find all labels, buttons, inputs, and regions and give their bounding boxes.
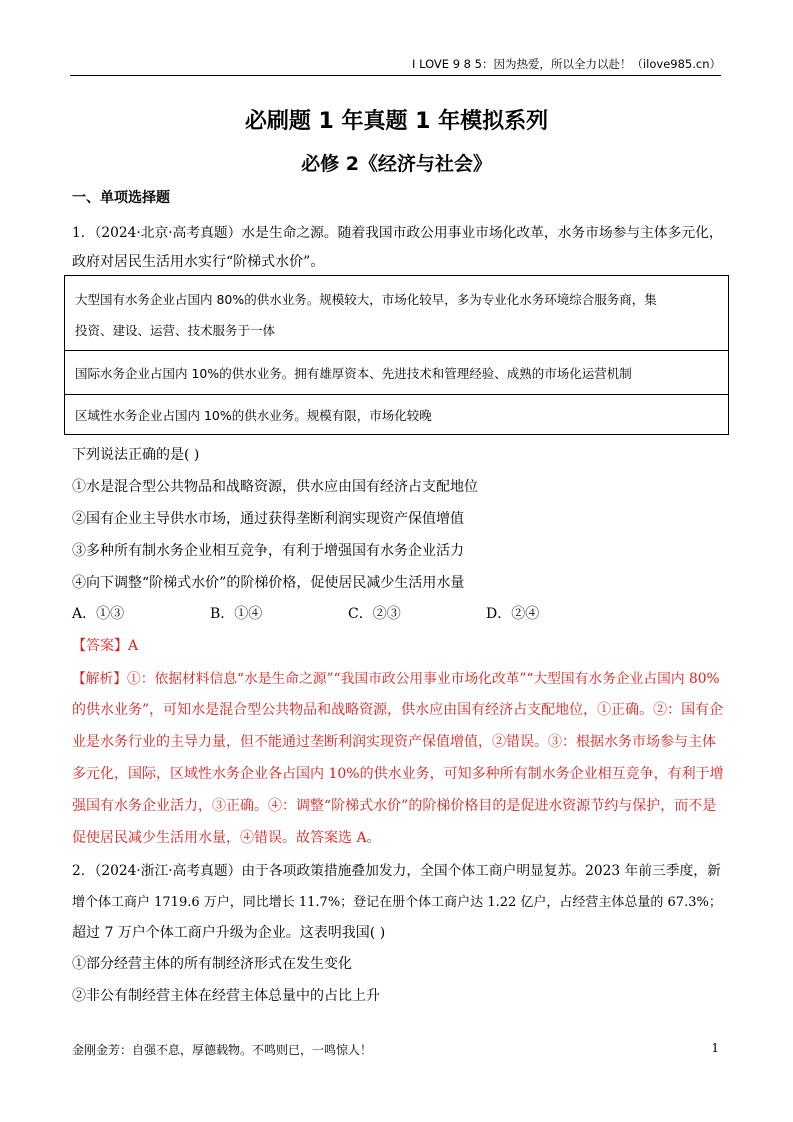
table-cell-text: 投资、建设、运营、技术服务于一体 — [75, 323, 276, 338]
q1-prompt: 下列说法正确的是( ) — [72, 447, 200, 463]
q2-stem-line: 超过 7 万户个体工商户升级为企业。这表明我国( ) — [72, 925, 386, 941]
option-b: B．①④ — [210, 606, 263, 622]
document-title: 必刷题 1 年真题 1 年模拟系列 — [244, 109, 549, 134]
q2-statement: ②非公有制经营主体在经营主体总量中的占比上升 — [72, 988, 380, 1004]
page-number: 1 — [711, 1041, 719, 1055]
q1-stem-line: 1．（2024·北京·高考真题）水是生命之源。随着我国市政公用事业市场化改革，水务市场参与主体多元化， — [72, 225, 723, 241]
q1-analysis-line: 强国有水务企业活力，③正确。④：调整“阶梯式水价”的阶梯价格目的是促进水资源节约与保护，而不是 — [72, 798, 717, 814]
table-row — [65, 350, 728, 394]
q1-analysis-line: 【解析】①：依据材料信息“水是生命之源”“我国市政公用事业市场化改革”“大型国有水务企业占国内 80% — [72, 671, 720, 687]
option-c: C．②③ — [348, 606, 401, 622]
q1-statement: ④向下调整“阶梯式水价”的阶梯价格，促使居民减少生活用水量 — [72, 575, 465, 591]
q1-stem-line: 政府对居民生活用水实行“阶梯式水价”。 — [72, 254, 325, 270]
section-heading: 一、单项选择题 — [72, 190, 170, 206]
q2-statement: ①部分经营主体的所有制经济形式在发生变化 — [72, 956, 352, 972]
table-cell-text: 国际水务企业占国内 10%的供水业务。拥有雄厚资本、先进技术和管理经验、成熟的市场化运营机制 — [75, 366, 632, 381]
table-row — [65, 394, 728, 436]
header-rule — [70, 75, 721, 76]
table-cell-text: 区域性水务企业占国内 10%的供水业务。规模有限，市场化较晚 — [75, 408, 432, 423]
page-header: I LOVE 9 8 5：因为热爱，所以全力以赴！（ilove985.cn） — [412, 57, 721, 71]
q1-analysis-line: 促使居民减少生活用水量，④错误。故答案选 A。 — [72, 830, 381, 846]
q1-statement: ②国有企业主导供水市场，通过获得垄断利润实现资产保值增值 — [72, 511, 464, 527]
q1-material-table — [64, 275, 729, 435]
q1-statement: ①水是混合型公共物品和战略资源，供水应由国有经济占支配地位 — [72, 479, 478, 495]
table-cell-text: 大型国有水务企业占国内 80%的供水业务。规模较大，市场化较早，多为专业化水务环境综合服务商，集 — [75, 292, 657, 307]
q2-stem-line: 增个体工商户 1719.6 万户，同比增长 11.7%；登记在册个体工商户达 1.22 亿户，占经营主体总量的 67.3%； — [72, 895, 722, 910]
q1-statement: ③多种所有制水务企业相互竞争，有利于增强国有水务企业活力 — [72, 543, 464, 559]
document-subtitle: 必修 2《经济与社会》 — [301, 153, 492, 175]
page-footer: 金刚金芳：自强不息，厚德载物。不鸣则已，一鸣惊人！ — [72, 1043, 373, 1057]
q1-answer: 【答案】A — [72, 638, 139, 654]
q1-analysis-line: 多元化，国际，区域性水务企业各占国内 10%的供水业务，可知多种所有制水务企业相互竞争，有利于增 — [72, 766, 724, 782]
table-row — [65, 276, 728, 350]
option-d: D．②④ — [486, 606, 540, 622]
q2-stem-line: 2．（2024·浙江·高考真题）由于各项政策措施叠加发力，全国个体工商户明显复苏。2023 年前三季度，新 — [72, 863, 721, 879]
q1-analysis-line: 业是水务行业的主导力量，但不能通过垄断利润实现资产保值增值，②错误。③：根据水务市场参与主体 — [72, 734, 716, 750]
option-a: A．①③ — [72, 606, 125, 622]
q1-analysis-line: 的供水业务”，可知水是混合型公共物品和战略资源，供水应由国有经济占支配地位，①正确。②：国有企 — [72, 702, 724, 718]
